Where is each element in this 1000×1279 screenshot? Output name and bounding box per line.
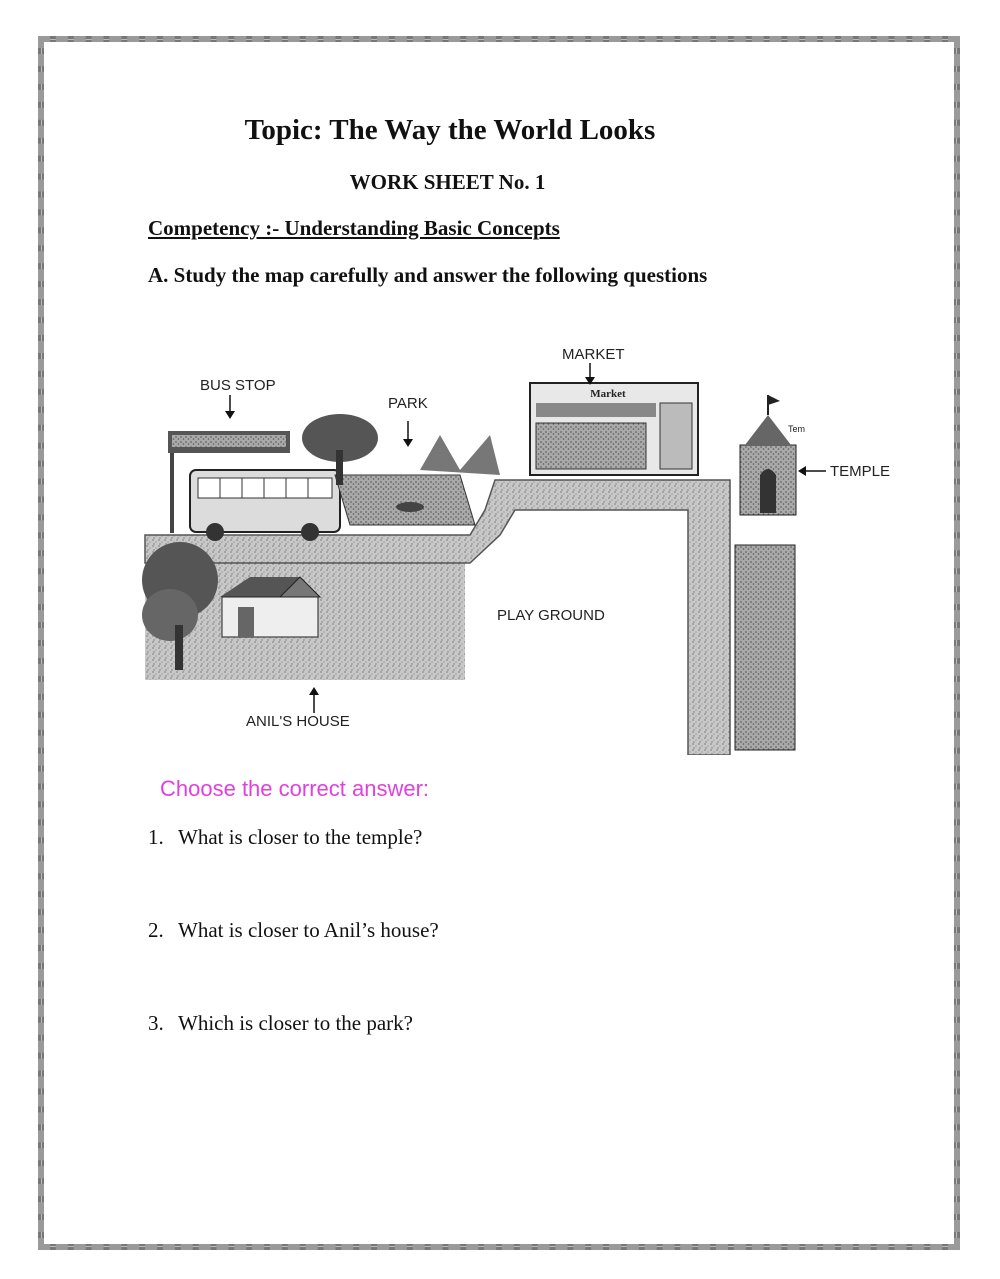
neighbourhood-map xyxy=(140,335,900,755)
question-text: Which is closer to the park? xyxy=(178,1011,413,1035)
market-building xyxy=(530,383,698,475)
bus-stop-label: BUS STOP xyxy=(200,377,276,394)
question-number: 2. xyxy=(148,918,164,942)
question-2 xyxy=(148,918,439,943)
play-ground-label: PLAY GROUND xyxy=(497,607,605,624)
temple-building xyxy=(740,395,805,515)
side-buildings xyxy=(735,545,795,750)
section-heading: Choose the correct answer: xyxy=(160,776,430,801)
page-title: Topic: The Way the World Looks xyxy=(244,114,656,146)
park-label: PARK xyxy=(388,395,428,412)
question-1 xyxy=(148,825,422,850)
temple-sign: Tem xyxy=(788,424,806,434)
market-label: MARKET xyxy=(562,346,625,363)
competency-heading: Competency :- Understanding Basic Concepts xyxy=(148,216,560,240)
question-text: What is closer to Anil’s house? xyxy=(178,918,439,942)
bus xyxy=(190,470,340,541)
temple-label: TEMPLE xyxy=(830,463,891,480)
question-number: 1. xyxy=(148,825,164,849)
instruction-text: A. Study the map carefully and answer the following questions xyxy=(148,263,708,287)
question-text: What is closer to the temple? xyxy=(178,825,423,849)
worksheet-number: WORK SHEET No. 1 xyxy=(349,170,546,194)
market-sign: Market xyxy=(590,388,626,400)
question-number: 3. xyxy=(148,1011,164,1035)
anils-house-label: ANIL'S HOUSE xyxy=(246,713,350,730)
question-3 xyxy=(148,1011,413,1036)
